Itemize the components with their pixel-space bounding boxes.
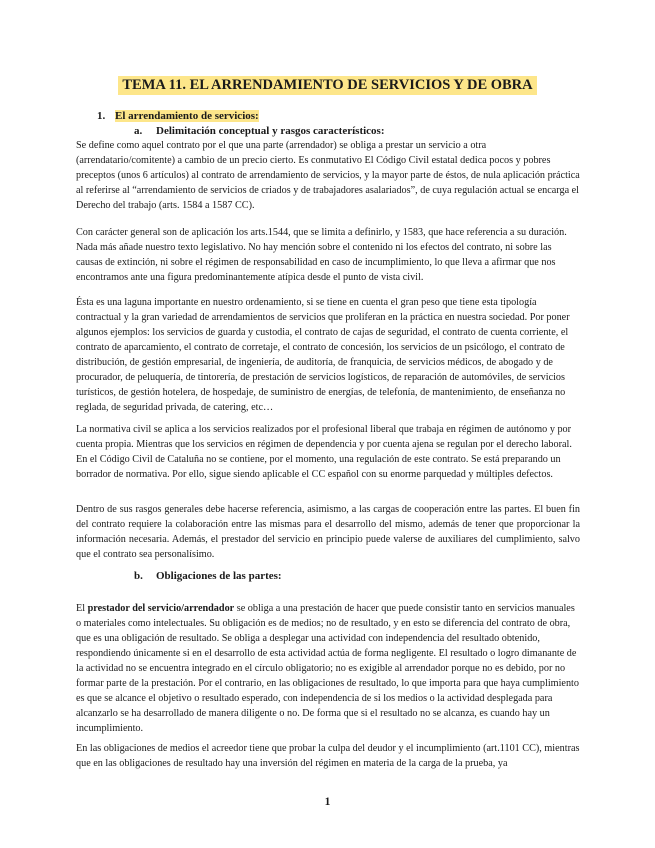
subsection-label: Delimitación conceptual y rasgos característicos: — [156, 125, 385, 137]
paragraph-2 — [76, 225, 580, 285]
paragraph-4 — [76, 422, 580, 482]
subsection-letter: b. — [134, 570, 143, 582]
section-heading-1 — [97, 110, 259, 122]
paragraph-rest: se obliga a una prestación de hacer que puede consistir tanto en servicios manuales o materiales como intelectuales. Su obligación es de medios; no de resultado, y en esto se diferencia del contrato de obra, que es una obligación de resultado. Se obliga a desplegar una actividad con independencia del resultado obtenido, respondiendo únicamente si en el desarrollo de esta actividad actúa de forma negligente. El resultado o logro dimanante de la actividad no se encuentra integrado en el círculo obligatorio; no es exigible al arrendador porque no es debido, por no formar parte de la prestación. Por el contrario, en las obligaciones de resultado, lo que importa para que haya cumplimiento es que se alcance el objetivo o resultado esperado, con independencia de si los medios o la actividad desplegada para alcanzarlo se ha desarrollado de manera diligente o no. De forma que si el resultado no se alcanza, es cuando hay un incumplimiento. — [76, 603, 579, 734]
subsection-letter: a. — [134, 125, 143, 137]
paragraph-text — [76, 601, 580, 736]
document-title: TEMA 11. EL ARRENDAMIENTO DE SERVICIOS Y DE OBRA — [118, 76, 536, 95]
paragraph-text: Dentro de sus rasgos generales debe hacerse referencia, asimismo, a las cargas de cooperación entre las partes. El buen fin del contrato requiere la colaboración entre las mismas para el desarrollo del mismo, además de tener que proporcionar la información necesaria. Además, el prestador del servicio en principio puede valerse de auxiliares del cumplimiento, salvo que el contrato sea personalísimo. — [76, 504, 580, 560]
paragraph-text: Se define como aquel contrato por el que una parte (arrendador) se obliga a prestar un servicio a otra (arrendatario/comitente) a cambio de un precio cierto. Es conmutativo El Código Civil estatal dedica pocos y pobres preceptos (unos 6 artículos) al contrato de arrendamiento de servicios, y la mayor parte de éstos, de nula aplicación práctica al referirse al “arrendamiento de servicios de criados y de trabajadores asalariados”, de cuya regulación actual se encarga el Derecho del trabajo (arts. 1584 a 1587 CC). — [76, 140, 580, 211]
paragraph-lead: El — [76, 603, 88, 614]
section-label: El arrendamiento de servicios: — [115, 110, 259, 122]
paragraph-5 — [76, 502, 580, 562]
subsection-heading-b — [134, 570, 282, 582]
section-number: 1. — [97, 110, 106, 122]
title-container — [0, 76, 655, 95]
paragraph-6 — [76, 601, 580, 736]
paragraph-text: En las obligaciones de medios el acreedor tiene que probar la culpa del deudor y el incumplimiento (art.1101 CC), mientras que en las obligaciones de resultado hay una inversión del régimen en materia de la carga de la prueba, ya — [76, 743, 580, 769]
page-number: 1 — [324, 796, 331, 808]
paragraph-3 — [76, 295, 580, 415]
paragraph-text: Con carácter general son de aplicación los arts.1544, que se limita a definirlo, y 1583, que hace referencia a su duración. Nada más añade nuestro texto legislativo. No hay mención sobre el contenido ni los efectos del contrato, ni sobre las causas de extinción, ni sobre el régimen de responsabilidad en caso de incumplimiento, lo que lleva a afirmar que nos encontramos ante una figura predominantemente atípica desde el punto de vista civil. — [76, 227, 567, 283]
bold-term: prestador del servicio/arrendador — [87, 603, 235, 614]
paragraph-text: La normativa civil se aplica a los servicios realizados por el profesional liberal que trabaja en régimen de autónomo y por cuenta propia. Mientras que los servicios en régimen de dependencia y por cuenta ajena se regulan por el derecho laboral. En el Código Civil de Cataluña no se contiene, por el momento, una regulación de este contrato. Se está preparando un borrador de normativa. Por ello, sigue siendo aplicable el CC español con su enorme parquedad y múltiples defectos. — [76, 424, 572, 480]
subsection-heading-a — [134, 125, 385, 137]
paragraph-1 — [76, 138, 580, 213]
paragraph-7 — [76, 741, 580, 771]
subsection-label: Obligaciones de las partes: — [156, 570, 282, 582]
paragraph-text: Ésta es una laguna importante en nuestro ordenamiento, si se tiene en cuenta el gran peso que tiene esta tipología contractual y la gran variedad de arrendamientos de servicios que proliferan en la práctica en nuestra sociedad. Por poner algunos ejemplos: los servicios de guarda y custodia, el contrato de cajas de seguridad, el contrato de cuenta corriente, el contrato de aparcamiento, el contrato de corretaje, el contrato de concesión, los servicios de un psicólogo, el contrato de distribución, de gestión empresarial, de ingeniería, de auditoría, de franquicia, de servicios médicos, de abogado y de procurador, de peluquería, de tintorería, de prestación de servicios logísticos, de reparación de automóviles, de servicios turísticos, de gestión hotelera, de hospedaje, de suministro de energías, de telefonía, de mantenimiento, de enseñanza no reglada, de seguridad privada, de catering, etc… — [76, 297, 570, 413]
